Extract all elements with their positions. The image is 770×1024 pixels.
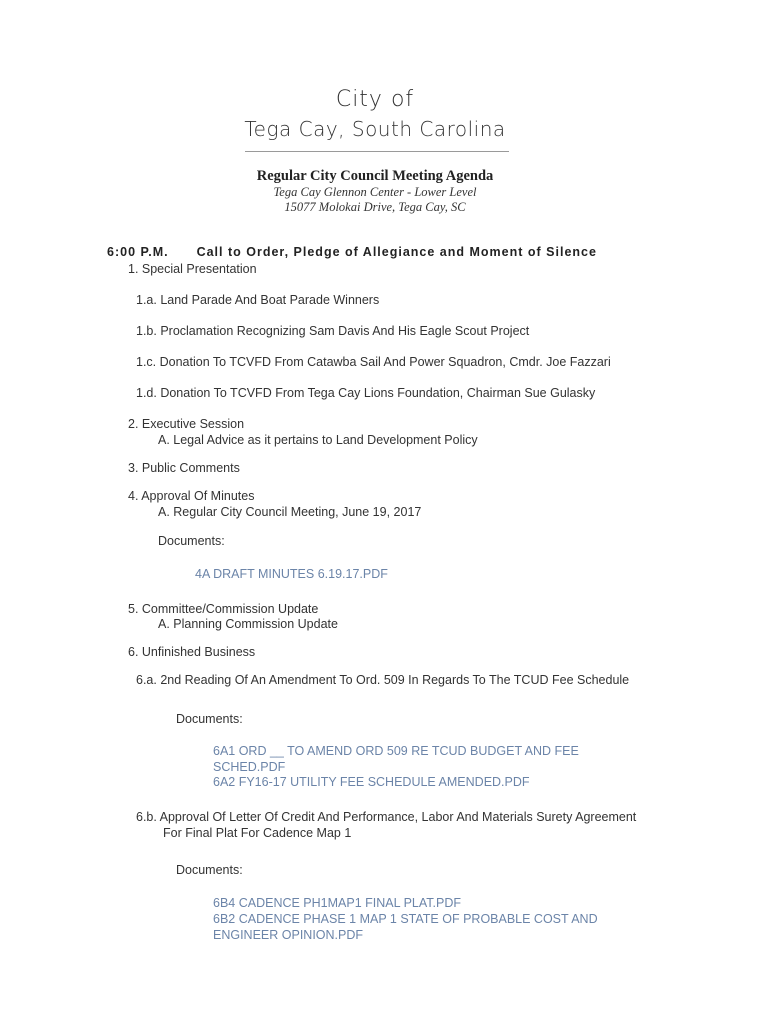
meeting-time: 6:00 P.M. xyxy=(107,245,169,259)
meeting-title: Regular City Council Meeting Agenda xyxy=(256,168,494,184)
agenda-item-6a: 6.a. 2nd Reading Of An Amendment To Ord. 509 In Regards To The TCUD Fee Schedule xyxy=(136,673,630,687)
agenda-item-1a: 1.a. Land Parade And Boat Parade Winners xyxy=(136,293,380,307)
document-link-line[interactable]: 6B2 CADENCE PHASE 1 MAP 1 STATE OF PROBABLE COST AND xyxy=(213,912,598,926)
agenda-item-1: 1. Special Presentation xyxy=(128,262,257,276)
agenda-item-6b: 6.b. Approval Of Letter Of Credit And Performance, Labor And Materials Surety Agreement xyxy=(136,810,637,824)
agenda-item-4: 4. Approval Of Minutes xyxy=(128,489,255,503)
agenda-item-5: 5. Committee/Commission Update xyxy=(128,602,319,616)
document-link-6b4-final-plat[interactable]: 6B4 CADENCE PH1MAP1 FINAL PLAT.PDF xyxy=(213,896,461,910)
agenda-item-3: 3. Public Comments xyxy=(128,461,240,475)
agenda-item-1d: 1.d. Donation To TCVFD From Tega Cay Lions Foundation, Chairman Sue Gulasky xyxy=(136,386,596,400)
document-link-line[interactable]: ENGINEER OPINION.PDF xyxy=(213,928,364,942)
documents-label: Documents: xyxy=(158,534,225,548)
agenda-item-6b-continued: For Final Plat For Cadence Map 1 xyxy=(163,826,352,840)
opening-row xyxy=(107,245,597,259)
city-subtitle: Tega Cay, South Carolina xyxy=(244,117,506,141)
venue-line-1: Tega Cay Glennon Center - Lower Level xyxy=(273,185,477,199)
documents-label: Documents: xyxy=(176,712,243,726)
document-link-4a-minutes[interactable]: 4A DRAFT MINUTES 6.19.17.PDF xyxy=(195,567,388,581)
documents-label: Documents: xyxy=(176,863,243,877)
agenda-item-6: 6. Unfinished Business xyxy=(128,645,256,659)
document-link-6a2-fee-schedule[interactable]: 6A2 FY16-17 UTILITY FEE SCHEDULE AMENDED.PDF xyxy=(213,775,530,789)
city-title: City of xyxy=(335,87,415,112)
agenda-subitem-2a: A. Legal Advice as it pertains to Land Development Policy xyxy=(158,433,478,447)
agenda-subitem-5a: A. Planning Commission Update xyxy=(158,617,338,631)
opening-title: Call to Order, Pledge of Allegiance and Moment of Silence xyxy=(196,245,597,259)
venue-line-2: 15077 Molokai Drive, Tega Cay, SC xyxy=(284,200,466,214)
header-divider xyxy=(245,151,509,152)
agenda-item-2: 2. Executive Session xyxy=(128,417,245,431)
agenda-subitem-4a: A. Regular City Council Meeting, June 19, 2017 xyxy=(158,505,422,519)
agenda-item-1c: 1.c. Donation To TCVFD From Catawba Sail And Power Squadron, Cmdr. Joe Fazzari xyxy=(136,355,611,369)
agenda-item-1b: 1.b. Proclamation Recognizing Sam Davis And His Eagle Scout Project xyxy=(136,324,530,338)
document-link-line[interactable]: 6A1 ORD __ TO AMEND ORD 509 RE TCUD BUDGET AND FEE xyxy=(213,744,579,758)
document-link-line[interactable]: SCHED.PDF xyxy=(213,760,286,774)
